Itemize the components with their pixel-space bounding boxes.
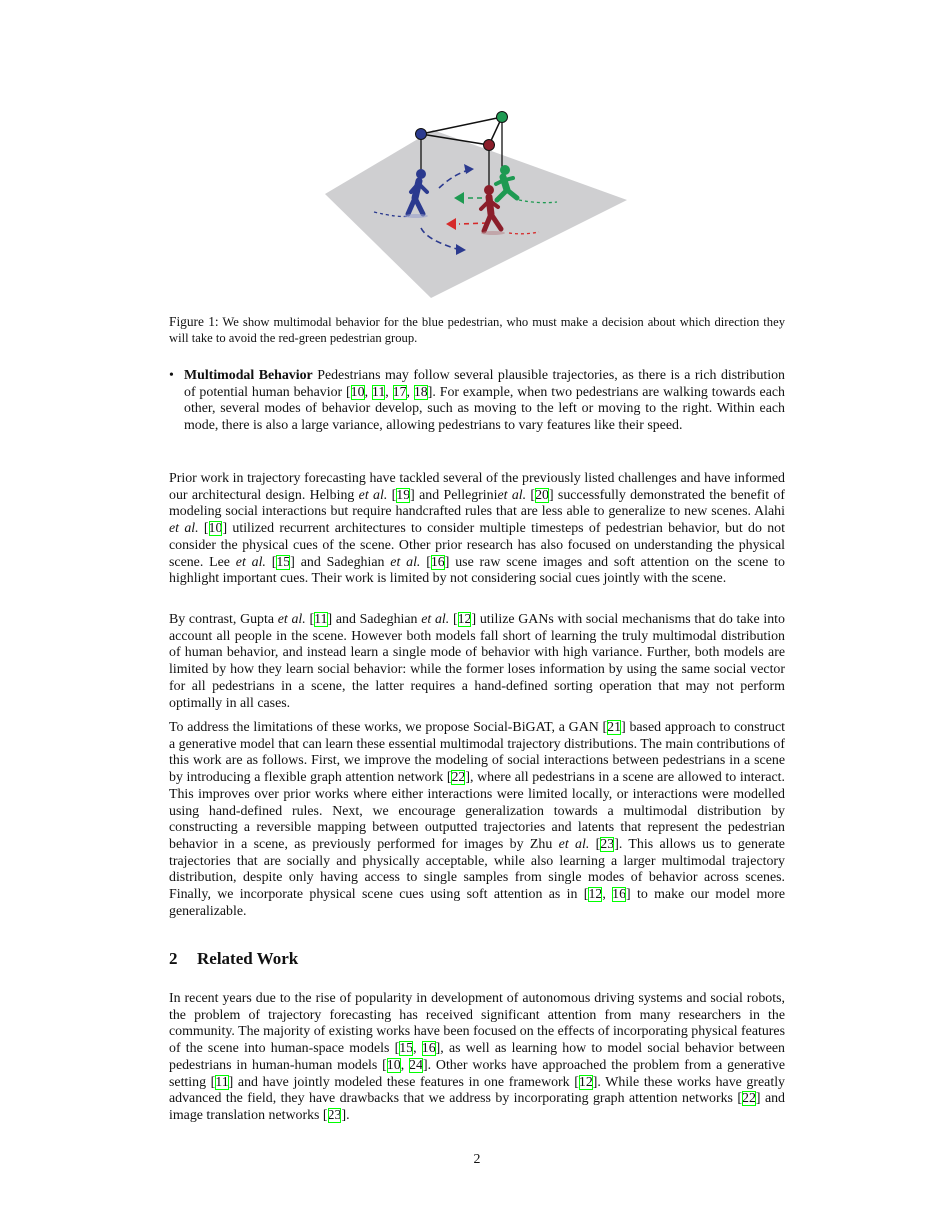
citation-link[interactable]: 22 <box>451 770 466 786</box>
bullet-title: Multimodal Behavior <box>184 368 313 383</box>
citation-link[interactable]: 15 <box>399 1041 414 1057</box>
paragraph-contributions: To address the limitations of these works, we propose Social-BiGAT, a GAN [21] based approach to construct a generative model that can learn these essential multimodal trajectory distributions. The main contributions of this work are as follows. First, we improve the modeling of social interactions between pedestrians in a scene by introducing a flexible graph attention network [22], where all pedestrians in a scene are allowed to interact. This improves over prior works where either interactions were limited locally, or interactions were modelled using hand-defined rules. Next, we encourage generalization towards a multimodal distribution by constructing a reversible mapping between outputted trajectories and latents that represent the pedestrian behavior in a scene, as previously performed for images by Zhu et al. [23]. This allows us to generate trajectories that are socially and physically acceptable, while also learning a larger multimodal trajectory distribution, despite only having access to single samples from single modes of behavior across scenes. Finally, we incorporate physical scene cues using soft attention as in [12, 16] to make our model more generalizable. <box>169 720 785 919</box>
red-node-icon <box>484 140 495 151</box>
citation-link[interactable]: 17 <box>392 384 407 400</box>
citation-link[interactable]: 11 <box>371 384 386 400</box>
paragraph-related-work: In recent years due to the rise of popularity in development of autonomous driving systems and social robots, the problem of trajectory forecasting has received significant attention from many researchers in the community. The majority of existing works have been focused on the effects of incorporating physical features of the scene into human-space models [15, 16], as well as learning how to model social behavior between pedestrians in human-human models [10, 24]. Other works have approached the problem from a generative setting [11] and have jointly modeled these features in one framework [12]. While these works have greatly advanced the field, they have drawbacks that we address by incorporating graph attention networks [22] and image translation networks [23]. <box>169 991 786 1123</box>
paragraph-by-contrast: By contrast, Gupta et al. [11] and Sadeghian et al. [12] utilize GANs with social mechanisms that do take into account all people in the scene. However both models fall short of learning the truly multimodal distribution of human behavior, and instead learn a single mode of behavior with high variance. Further, both models are limited by how they learn social behavior: while the former loses information by using the same social vector for all pedestrians in a scene, the latter requires a hand-defined sorting operation that may not perform optimally in all cases. <box>169 612 785 711</box>
citation-link[interactable]: 16 <box>430 554 445 570</box>
citation-link[interactable]: 10 <box>350 384 365 400</box>
page-number: 2 <box>473 1152 481 1167</box>
green-node-icon <box>497 112 508 123</box>
figure-caption-text: We show multimodal behavior for the blue pedestrian, who must make a decision about which direction they will take to avoid the red-green pedestrian group. <box>169 315 785 345</box>
citation-link[interactable]: 10 <box>386 1057 401 1073</box>
citation-link[interactable]: 21 <box>607 720 622 735</box>
citation-link[interactable]: 16 <box>612 887 627 903</box>
ground-plane <box>325 130 627 298</box>
bullet-text: ]. For example, when two pedestrians are walking towards each other, several modes of behavior develop, such as moving to the left or moving to the right. Within each mode, there is also a large variance, allowing pedestrians to vary features like their speed. <box>184 384 785 434</box>
citation-link[interactable]: 24 <box>409 1057 423 1073</box>
citation-link[interactable]: 23 <box>327 1107 342 1123</box>
citation-link[interactable]: 12 <box>578 1074 593 1090</box>
citation-link[interactable]: 15 <box>276 554 291 570</box>
figure-caption-label: Figure 1: <box>169 314 219 329</box>
citation-link[interactable]: 23 <box>600 836 615 852</box>
citation-link[interactable]: 20 <box>535 487 549 503</box>
citation-link[interactable]: 12 <box>588 887 603 903</box>
bullet-text: Pedestrians may follow several plausible trajectories, as there is a rich distribution of potential human behavior [ <box>184 368 785 400</box>
citation-link[interactable]: 16 <box>421 1041 436 1057</box>
paragraph-prior-work: Prior work in trajectory forecasting have tackled several of the previously listed challenges and have informed our architectural design. Helbing et al. [19] and Pellegriniet al. [20] successfully demonstrated the benefit of modeling social interactions but require handcrafted rules that are less able to generalize to new scenes. Alahi et al. [10] utilized recurrent architectures to consider multiple timesteps of pedestrian behavior, but do not consider the physical cues of the scene. Other prior research has also focused on understanding the physical scene. Lee et al. [15] and Sadeghian et al. [16] use raw scene images and soft attention on the scene to highlight important cues. Their work is limited by not considering social cues jointly with the scene. <box>169 471 785 587</box>
figure-caption <box>169 314 785 346</box>
figure-1 <box>319 108 639 303</box>
bullet-body: Multimodal Behavior Pedestrians may follow several plausible trajectories, as there is a rich distribution of potential human behavior [10, 11, 17, 18]. For example, when two pedestrians are walking towards each other, several modes of behavior develop, such as moving to the left or moving to the right. Within each mode, there is also a large variance, allowing pedestrians to vary features like their speed. <box>184 368 785 434</box>
citation-link[interactable]: 19 <box>396 487 411 503</box>
bullet-dot-icon: • <box>169 368 174 383</box>
section-title: Related Work <box>197 949 299 968</box>
citation-link[interactable]: 22 <box>742 1091 756 1107</box>
bullet-multimodal-behavior <box>169 368 785 435</box>
multimodal-pedestrian-illustration <box>319 108 639 303</box>
citation-link[interactable]: 10 <box>208 521 223 537</box>
section-heading <box>169 949 298 969</box>
citation-link[interactable]: 12 <box>457 612 472 627</box>
citation-link[interactable]: 11 <box>215 1074 229 1090</box>
citation-link[interactable]: 18 <box>413 384 428 400</box>
section-number: 2 <box>169 949 178 968</box>
blue-node-icon <box>416 129 427 140</box>
citation-link[interactable]: 11 <box>314 612 328 627</box>
